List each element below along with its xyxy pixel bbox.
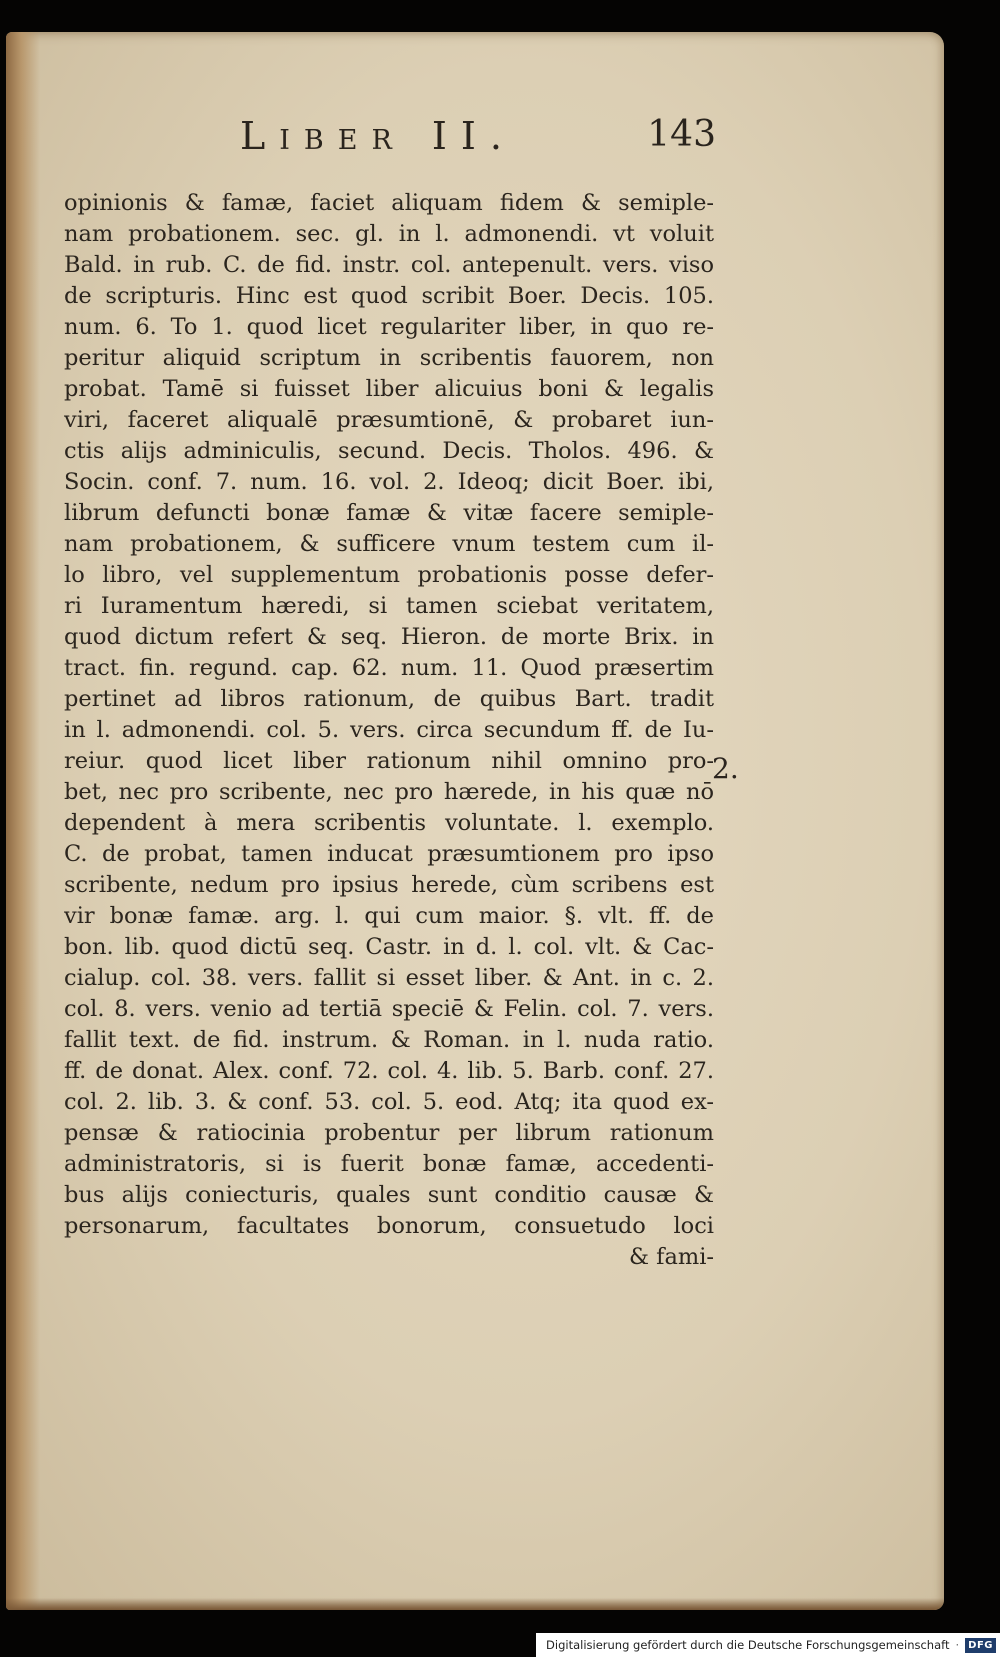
running-title: Liber II. [240, 114, 516, 158]
text-line: ctis alijs adminiculis, secund. Decis. Tholos. 496. & [64, 438, 714, 464]
text-line: dependent à mera scribentis voluntate. l. exemplo. [64, 810, 714, 836]
footer-separator: · [955, 1638, 960, 1652]
dfg-logo-icon: DFG [965, 1638, 996, 1653]
text-line: pertinet ad libros rationum, de quibus Bart. tradit [64, 686, 714, 712]
text-line: pensæ & ratiocinia probentur per librum rationum [64, 1120, 714, 1146]
text-line: opinionis & famæ, faciet aliquam fidem & semiple- [64, 190, 714, 216]
digitization-footer [536, 1633, 1000, 1657]
text-line: col. 8. vers. venio ad tertiā speciē & Felin. col. 7. vers. [64, 996, 714, 1022]
text-line: col. 2. lib. 3. & conf. 53. col. 5. eod. Atq; ita quod ex- [64, 1089, 714, 1115]
text-line: viri, faceret aliqualē præsumtionē, & probaret iun- [64, 407, 714, 433]
text-line: lo libro, vel supplementum probationis posse defer- [64, 562, 714, 588]
text-line: probat. Tamē si fuisset liber alicuius boni & legalis [64, 376, 714, 402]
text-line: ff. de donat. Alex. conf. 72. col. 4. lib. 5. Barb. conf. 27. [64, 1058, 714, 1084]
text-line: C. de probat, tamen inducat præsumtionem pro ipso [64, 841, 714, 867]
text-line: reiur. quod licet liber rationum nihil omnino pro- [64, 748, 714, 774]
text-line: in l. admonendi. col. 5. vers. circa secundum ff. de Iu- [64, 717, 714, 743]
text-line: bus alijs coniecturis, quales sunt conditio causæ & [64, 1182, 714, 1208]
body-text [64, 188, 714, 1273]
text-line: peritur aliquid scriptum in scribentis fauorem, non [64, 345, 714, 371]
text-line: bet, nec pro scribente, nec pro hærede, in his quæ nō [64, 779, 714, 805]
text-line: librum defuncti bonæ famæ & vitæ facere semiple- [64, 500, 714, 526]
footer-credit: Digitalisierung gefördert durch die Deutsche Forschungsgemeinschaft [546, 1638, 950, 1652]
text-line: fallit text. de fid. instrum. & Roman. in l. nuda ratio. [64, 1027, 714, 1053]
text-line: Bald. in rub. C. de fid. instr. col. antepenult. vers. viso [64, 252, 714, 278]
text-line: scribente, nedum pro ipsius herede, cùm scribens est [64, 872, 714, 898]
text-line: bon. lib. quod dictū seq. Castr. in d. l. col. vlt. & Cac- [64, 934, 714, 960]
text-line: cialup. col. 38. vers. fallit si esset liber. & Ant. in c. 2. [64, 965, 714, 991]
text-line: administratoris, si is fuerit bonæ famæ, accedenti- [64, 1151, 714, 1177]
page-gutter-shadow [6, 32, 40, 1610]
text-line: nam probationem. sec. gl. in l. admonendi. vt voluit [64, 221, 714, 247]
margin-note: 2. [712, 752, 739, 785]
text-line: tract. fin. regund. cap. 62. num. 11. Quod præsertim [64, 655, 714, 681]
page-header [66, 108, 716, 178]
text-line: personarum, facultates bonorum, consuetudo loci [64, 1213, 714, 1239]
text-line: & fami- [628, 1244, 714, 1270]
text-line: num. 6. To 1. quod licet regulariter liber, in quo re- [64, 314, 714, 340]
text-line: de scripturis. Hinc est quod scribit Boer. Decis. 105. [64, 283, 714, 309]
page-bottom-edge [6, 1598, 944, 1610]
text-line: quod dictum refert & seq. Hieron. de morte Brix. in [64, 624, 714, 650]
book-page [6, 32, 944, 1610]
page-number: 143 [647, 114, 716, 155]
text-line: nam probationem, & sufficere vnum testem cum il- [64, 531, 714, 557]
text-line: vir bonæ famæ. arg. l. qui cum maior. §. vlt. ff. de [64, 903, 714, 929]
text-line: Socin. conf. 7. num. 16. vol. 2. Ideoq; dicit Boer. ibi, [64, 469, 714, 495]
text-line: ri Iuramentum hæredi, si tamen sciebat veritatem, [64, 593, 714, 619]
